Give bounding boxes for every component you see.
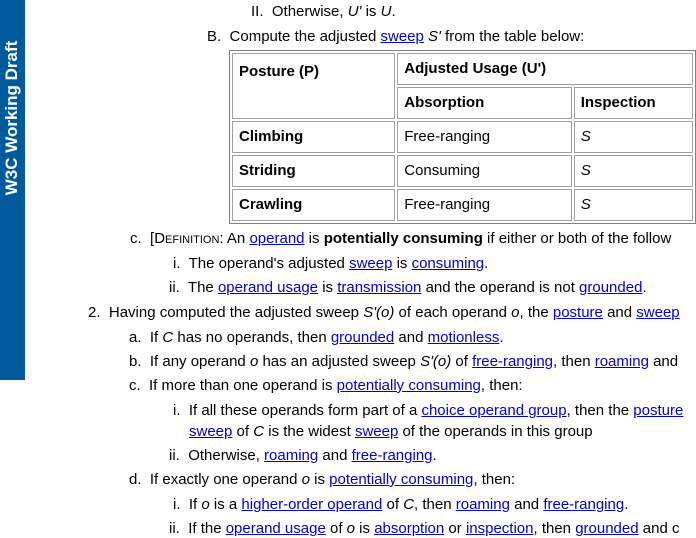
cell-inspection: S (574, 189, 693, 221)
free-ranging-link[interactable]: free-ranging (472, 353, 554, 370)
choice-operand-group-link[interactable]: choice operand group (421, 402, 567, 419)
table-row (232, 189, 693, 221)
list-item-c2-i-continued: sweep of C is the widest sweep of the operands in this group (189, 423, 593, 440)
header-adjusted-usage: Adjusted Usage (U') (397, 53, 693, 85)
motionless-link[interactable]: motionless (427, 329, 500, 346)
free-ranging-link[interactable]: free-ranging (543, 496, 625, 513)
header-absorption: Absorption (397, 87, 571, 119)
roaming-link[interactable]: roaming (264, 447, 319, 464)
list-item-ii-otherwise: II. Otherwise, U' is U. (251, 3, 396, 20)
banner-text: W3C Working Draft (2, 40, 21, 196)
cell-posture: Climbing (232, 121, 395, 153)
list-item-b: b. If any operand o has an adjusted sweep S'(o) of free-ranging, then roaming and (129, 353, 679, 370)
list-item-c-i: i. The operand's adjusted sweep is consuming. (173, 255, 489, 272)
list-item-b-compute: B. Compute the adjusted sweep S' from the table below: (207, 28, 585, 45)
cell-absorption: Consuming (397, 155, 571, 187)
cell-posture: Crawling (232, 189, 395, 221)
table-row (232, 121, 693, 153)
operand-usage-link[interactable]: operand usage (225, 520, 326, 537)
table-header-row (232, 53, 693, 85)
cell-inspection: S (574, 155, 693, 187)
potentially-consuming-link[interactable]: potentially consuming (329, 471, 474, 488)
posture-usage-table (229, 50, 696, 224)
list-item-c-definition: c. [Definition: An operand is potentially consuming if either or both of the follow (130, 230, 672, 247)
w3c-working-draft-banner (0, 0, 25, 380)
higher-order-operand-link[interactable]: higher-order operand (241, 496, 383, 513)
cell-posture: Striding (232, 155, 395, 187)
posture-link[interactable]: posture (552, 304, 603, 321)
free-ranging-link[interactable]: free-ranging (351, 447, 433, 464)
list-item-c-ii: ii. The operand usage is transmission and the operand is not grounded. (169, 279, 647, 296)
list-item-c2-ii: ii. Otherwise, roaming and free-ranging. (169, 447, 437, 464)
inspection-link[interactable]: inspection (465, 520, 534, 537)
cell-inspection: S (574, 121, 693, 153)
potentially-consuming-link[interactable]: potentially consuming (336, 377, 481, 394)
grounded-link[interactable]: grounded (575, 520, 639, 537)
sweep-link[interactable]: sweep (349, 255, 393, 272)
list-item-d-ii: ii. If the operand usage of o is absorption or inspection, then grounded and c (169, 520, 680, 537)
absorption-link[interactable]: absorption (374, 520, 445, 537)
sweep-link[interactable]: sweep (636, 304, 680, 321)
consuming-link[interactable]: consuming (411, 255, 485, 272)
sweep-link[interactable]: sweep (380, 28, 424, 45)
sweep-link[interactable]: sweep (189, 423, 233, 440)
operand-usage-link[interactable]: operand usage (217, 279, 319, 296)
sweep-link[interactable]: sweep (354, 423, 399, 440)
list-item-c2-i: i. If all these operands form part of a choice operand group, then the posture (173, 402, 684, 419)
header-inspection: Inspection (574, 87, 693, 119)
cell-absorption: Free-ranging (397, 121, 571, 153)
roaming-link[interactable]: roaming (455, 496, 510, 513)
list-item-a: a. If C has no operands, then grounded and motionless. (129, 329, 504, 346)
list-item-d-i: i. If o is a higher-order operand of C, then roaming and free-ranging. (173, 496, 629, 513)
transmission-link[interactable]: transmission (337, 279, 422, 296)
list-item-c-more-than-one: c. If more than one operand is potentially consuming, then: (129, 377, 523, 394)
roaming-link[interactable]: roaming (594, 353, 649, 370)
grounded-link[interactable]: grounded (330, 329, 395, 346)
list-item-2-having-computed: 2. Having computed the adjusted sweep S'(o) of each operand o, the posture and sweep (88, 304, 680, 321)
table-row (232, 155, 693, 187)
operand-link[interactable]: operand (249, 230, 305, 247)
cell-absorption: Free-ranging (397, 189, 571, 221)
posture-link[interactable]: posture (633, 402, 684, 419)
header-posture: Posture (P) (232, 53, 395, 119)
grounded-link[interactable]: grounded (579, 279, 643, 296)
list-item-d: d. If exactly one operand o is potentially consuming, then: (129, 471, 516, 488)
